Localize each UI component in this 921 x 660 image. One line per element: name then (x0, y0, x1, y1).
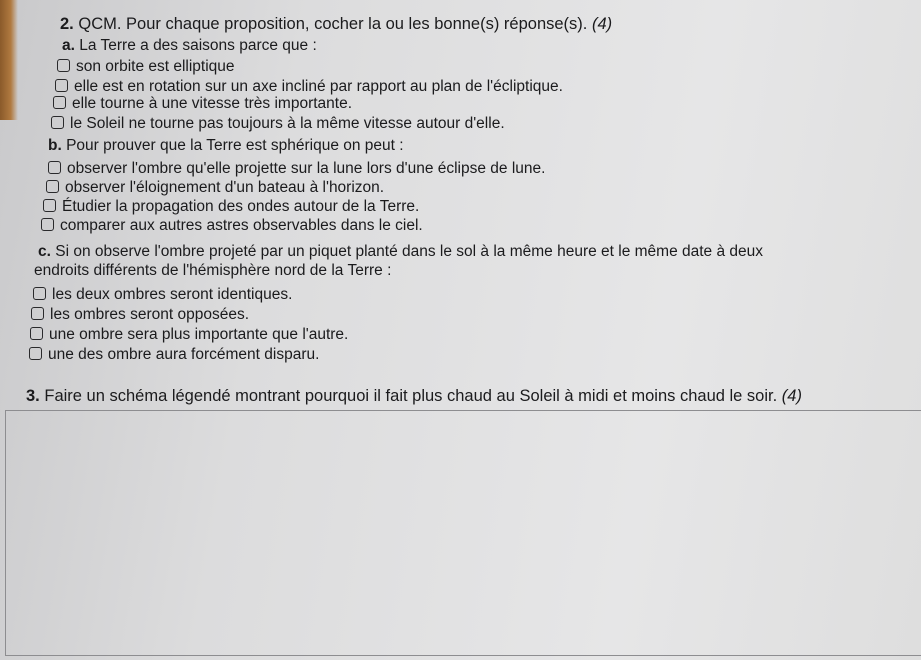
option-c1[interactable] (33, 286, 292, 304)
option-a1[interactable] (57, 58, 235, 76)
option-b1-label: observer l'ombre qu'elle projette sur la lune lors d'une éclipse de lune. (67, 160, 546, 177)
option-c3[interactable] (30, 326, 348, 344)
question-3-number: 3. (26, 387, 40, 405)
checkbox-b4[interactable] (41, 218, 54, 231)
checkbox-b3[interactable] (43, 199, 56, 212)
option-b1[interactable] (48, 160, 545, 178)
option-c4-label: une des ombre aura forcément disparu. (48, 346, 320, 363)
desk-edge (0, 0, 18, 120)
part-c-prompt (38, 243, 763, 261)
drawing-answer-box[interactable] (5, 410, 921, 656)
option-a2[interactable] (55, 78, 563, 96)
checkbox-b1[interactable] (48, 161, 61, 174)
part-c-letter: c. (38, 243, 51, 260)
checkbox-a3[interactable] (53, 96, 66, 109)
option-c4[interactable] (29, 346, 319, 364)
option-a3[interactable] (53, 95, 352, 113)
checkbox-a1[interactable] (57, 59, 70, 72)
part-a-prompt (62, 37, 317, 55)
part-b-letter: b. (48, 137, 62, 154)
checkbox-c2[interactable] (31, 307, 44, 320)
question-3-points: (4) (781, 387, 802, 405)
question-2-number: 2. (60, 15, 74, 33)
option-c2[interactable] (31, 306, 249, 324)
option-b4-label: comparer aux autres astres observables dans le ciel. (60, 217, 423, 234)
option-b3-label: Étudier la propagation des ondes autour de la Terre. (62, 198, 420, 215)
option-b4[interactable] (41, 217, 423, 235)
part-a-text: La Terre a des saisons parce que : (79, 37, 317, 54)
checkbox-a2[interactable] (55, 79, 68, 92)
option-b2[interactable] (46, 179, 384, 197)
option-b3[interactable] (43, 198, 419, 216)
question-2-text: QCM. Pour chaque proposition, cocher la ou les bonne(s) réponse(s). (78, 15, 588, 33)
option-a4-label: le Soleil ne tourne pas toujours à la même vitesse autour d'elle. (70, 115, 505, 132)
option-a1-label: son orbite est elliptique (76, 58, 235, 75)
part-c-text-line1: Si on observe l'ombre projeté par un piquet planté dans le sol à la même heure et le même date à deux (55, 243, 764, 260)
option-a3-label: elle tourne à une vitesse très importante. (72, 95, 353, 112)
option-c3-label: une ombre sera plus importante que l'autre. (49, 326, 349, 343)
question-3-text: Faire un schéma légendé montrant pourquoi il fait plus chaud au Soleil à midi et moins chaud le soir. (44, 387, 778, 405)
question-2-points: (4) (591, 15, 613, 33)
option-c2-label: les ombres seront opposées. (50, 306, 250, 323)
option-a4[interactable] (51, 115, 505, 133)
option-c1-label: les deux ombres seront identiques. (52, 286, 293, 303)
question-2-heading (60, 15, 612, 33)
checkbox-c3[interactable] (30, 327, 43, 340)
checkbox-b2[interactable] (46, 180, 59, 193)
part-b-prompt (48, 137, 404, 155)
question-3-heading (26, 387, 802, 405)
part-b-text: Pour prouver que la Terre est sphérique on peut : (66, 137, 404, 154)
part-c-text-line2: endroits différents de l'hémisphère nord de la Terre : (34, 262, 392, 279)
checkbox-a4[interactable] (51, 116, 64, 129)
checkbox-c1[interactable] (33, 287, 46, 300)
part-a-letter: a. (62, 37, 75, 54)
checkbox-c4[interactable] (29, 347, 42, 360)
option-a2-label: elle est en rotation sur un axe incliné par rapport au plan de l'écliptique. (74, 78, 563, 95)
option-b2-label: observer l'éloignement d'un bateau à l'horizon. (65, 179, 385, 196)
